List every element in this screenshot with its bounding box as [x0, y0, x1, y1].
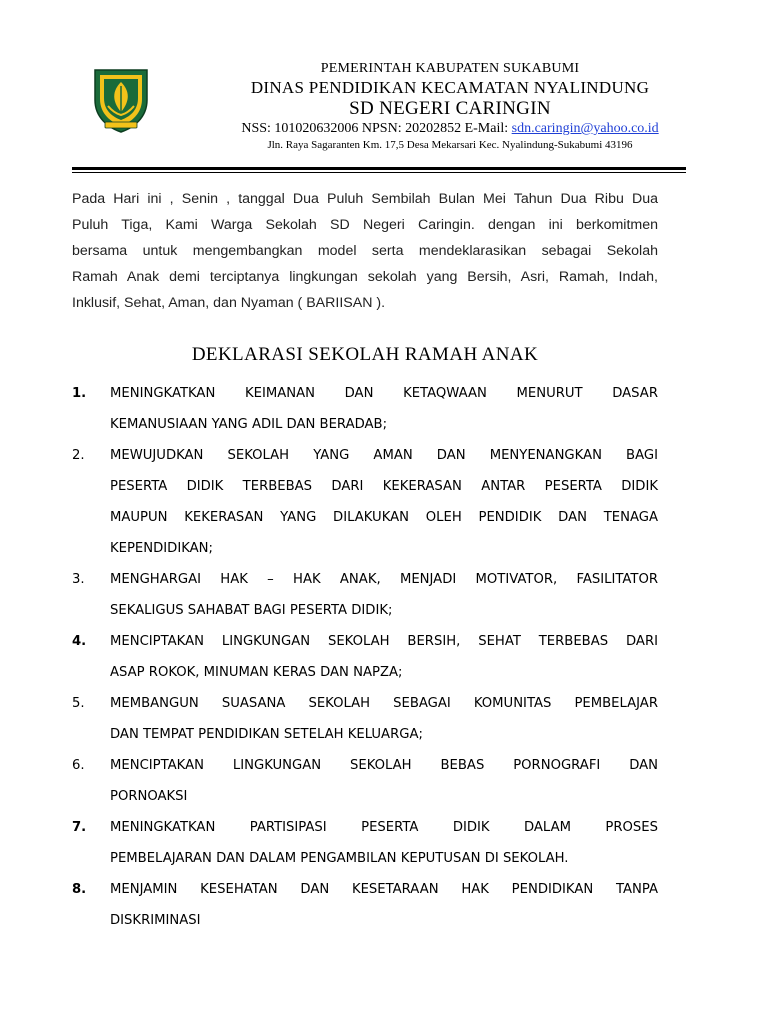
- item-number: 3.: [72, 572, 85, 587]
- item-line: MEWUJUDKAN SEKOLAH YANG AMAN DAN MENYENANGKAN BAGI: [110, 448, 658, 463]
- item-line: MENCIPTAKAN LINGKUNGAN SEKOLAH BEBAS PORNOGRAFI DAN: [110, 758, 658, 773]
- item-line: DISKRIMINASI: [110, 913, 201, 928]
- list-item: [72, 566, 658, 628]
- declaration-list: [72, 380, 658, 938]
- item-line: PORNOAKSI: [110, 789, 188, 804]
- item-line: MEMBANGUN SUASANA SEKOLAH SEBAGAI KOMUNITAS PEMBELAJAR: [110, 696, 658, 711]
- intro-line: Pada Hari ini , Senin , tanggal Dua Puluh Sembilah Bulan Mei Tahun Dua Ribu Dua: [72, 191, 658, 207]
- letterhead-address: Jln. Raya Sagaranten Km. 17,5 Desa Mekarsari Kec. Nyalindung-Sukabumi 43196: [267, 139, 633, 151]
- list-item: [72, 690, 658, 752]
- item-number: 7.: [72, 820, 87, 835]
- item-line: MENGHARGAI HAK – HAK ANAK, MENJADI MOTIVATOR, FASILITATOR: [110, 572, 658, 587]
- item-line: ASAP ROKOK, MINUMAN KERAS DAN NAPZA;: [110, 665, 403, 680]
- email-link[interactable]: sdn.caringin@yahoo.co.id: [511, 121, 659, 136]
- item-line: MENINGKATKAN PARTISIPASI PESERTA DIDIK DALAM PROSES: [110, 820, 658, 835]
- item-number: 4.: [72, 634, 87, 649]
- item-number: 8.: [72, 882, 87, 897]
- letterhead-school-name: SD NEGERI CARINGIN: [349, 98, 551, 119]
- letterhead-divider-thick: [72, 167, 686, 170]
- item-line: KEPENDIDIKAN;: [110, 541, 213, 556]
- item-number: 5.: [72, 696, 85, 711]
- kabupaten-emblem-icon: [91, 66, 151, 134]
- letterhead-ids-text: NSS: 101020632006 NPSN: 20202852 E-Mail:: [241, 121, 512, 136]
- intro-line: Ramah Anak demi terciptanya lingkungan sekolah yang Bersih, Asri, Ramah, Indah,: [72, 269, 658, 285]
- letterhead-government: PEMERINTAH KABUPATEN SUKABUMI: [320, 61, 580, 76]
- item-line: MAUPUN KEKERASAN YANG DILAKUKAN OLEH PENDIDIK DAN TENAGA: [110, 510, 658, 525]
- list-item: [72, 628, 658, 690]
- item-line: PEMBELAJARAN DAN DALAM PENGAMBILAN KEPUTUSAN DI SEKOLAH.: [110, 851, 569, 866]
- item-line: DAN TEMPAT PENDIDIKAN SETELAH KELUARGA;: [110, 727, 423, 742]
- item-line: PESERTA DIDIK TERBEBAS DARI KEKERASAN ANTAR PESERTA DIDIK: [110, 479, 658, 494]
- item-line: MENINGKATKAN KEIMANAN DAN KETAQWAAN MENURUT DASAR: [110, 386, 658, 401]
- letterhead-ids: [160, 121, 740, 137]
- intro-paragraph: [72, 186, 658, 316]
- letterhead-department: DINAS PENDIDIKAN KECAMATAN NYALINDUNG: [250, 78, 650, 97]
- letterhead-divider-thin: [72, 172, 686, 173]
- item-number: 1.: [72, 386, 87, 401]
- list-item: [72, 814, 658, 876]
- list-item: [72, 876, 658, 938]
- intro-line: bersama untuk mengembangkan model serta mendeklarasikan sebagai Sekolah: [72, 243, 658, 259]
- item-line: KEMANUSIAAN YANG ADIL DAN BERADAB;: [110, 417, 388, 432]
- intro-line: Puluh Tiga, Kami Warga Sekolah SD Negeri Caringin. dengan ini berkomitmen: [72, 217, 658, 233]
- item-line: SEKALIGUS SAHABAT BAGI PESERTA DIDIK;: [110, 603, 393, 618]
- item-line: MENCIPTAKAN LINGKUNGAN SEKOLAH BERSIH, SEHAT TERBEBAS DARI: [110, 634, 658, 649]
- item-line: MENJAMIN KESEHATAN DAN KESETARAAN HAK PENDIDIKAN TANPA: [110, 882, 658, 897]
- item-number: 2.: [72, 448, 85, 463]
- list-item: [72, 752, 658, 814]
- item-number: 6.: [72, 758, 85, 773]
- list-item: [72, 380, 658, 442]
- list-item: [72, 442, 658, 566]
- intro-line: Inklusif, Sehat, Aman, dan Nyaman ( BARIISAN ).: [72, 295, 386, 311]
- declaration-title: DEKLARASI SEKOLAH RAMAH ANAK: [191, 344, 539, 365]
